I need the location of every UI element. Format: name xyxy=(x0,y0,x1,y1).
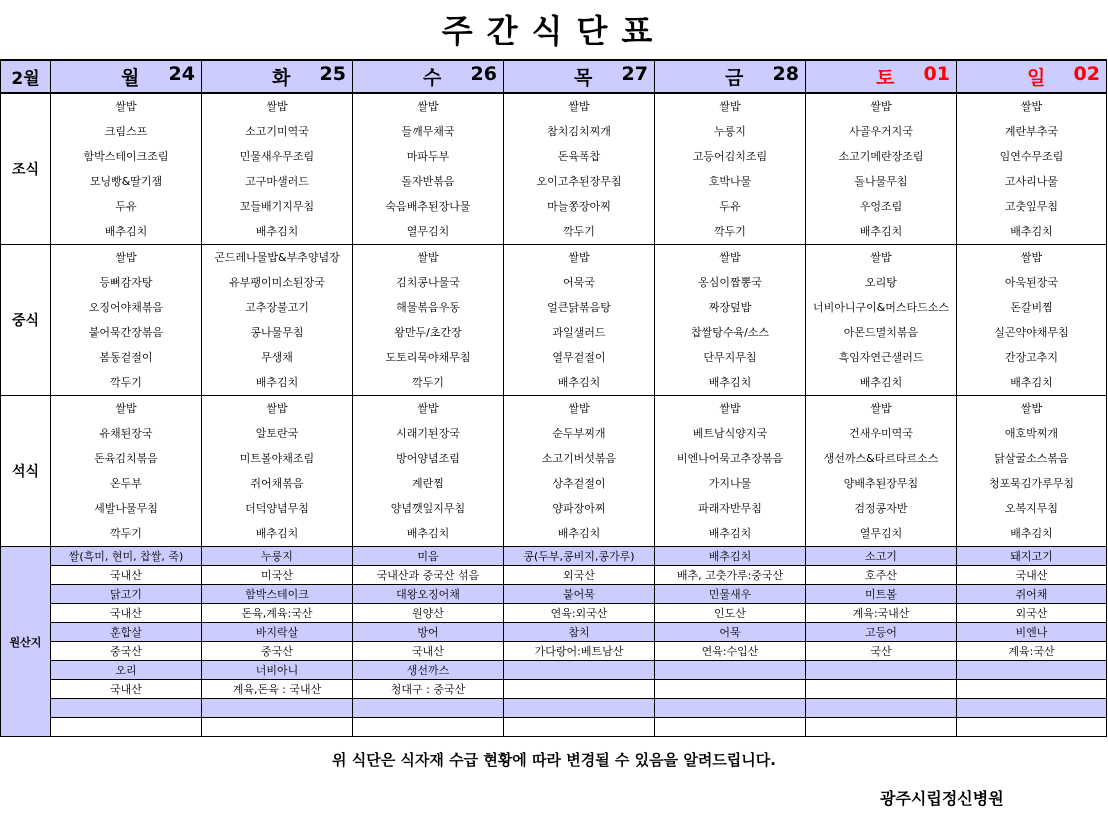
menu-item: 유채된장국 xyxy=(99,427,153,440)
origin-cell: 중국산 xyxy=(202,642,353,661)
origin-cell: 함박스테이크 xyxy=(202,585,353,604)
menu-item: 옹심이짬뽕국 xyxy=(698,276,762,289)
menu-item: 더덕양념무침 xyxy=(245,502,309,515)
origin-cell: 계육:국산 xyxy=(957,642,1107,661)
menu-item: 과일샐러드 xyxy=(552,326,606,339)
menu-item: 쌀밥 xyxy=(568,251,590,264)
origin-cell xyxy=(353,699,504,718)
menu-item: 실곤약야채무침 xyxy=(994,326,1069,339)
origin-cell: 쥐어채 xyxy=(957,585,1107,604)
origin-cell xyxy=(504,680,655,699)
meal-row xyxy=(1,93,1107,245)
menu-item: 모닝빵&딸기잼 xyxy=(89,175,163,188)
meal-cell xyxy=(51,396,202,547)
menu-item: 깍두기 xyxy=(110,376,142,389)
menu-item: 쌀밥 xyxy=(719,402,741,415)
origin-cell: 외국산 xyxy=(504,566,655,585)
meal-label: 조식 xyxy=(1,93,51,245)
weekly-menu-table xyxy=(0,59,1107,737)
menu-item: 간장고추지 xyxy=(1004,351,1059,364)
menu-item: 배추김치 xyxy=(1010,527,1053,540)
meal-cell xyxy=(51,245,202,396)
day-name: 토 xyxy=(876,67,895,89)
origin-cell: 쌀(흑미, 현미, 찹쌀, 죽) xyxy=(51,547,202,566)
origin-cell: 호주산 xyxy=(806,566,957,585)
menu-item: 고사리나물 xyxy=(1004,175,1059,188)
origin-row xyxy=(1,661,1107,680)
menu-item: 돌자반볶음 xyxy=(401,175,455,188)
day-name: 월 xyxy=(121,67,140,89)
origin-cell: 생선까스 xyxy=(353,661,504,680)
month-cell: 2월 xyxy=(1,60,51,93)
meal-label: 중식 xyxy=(1,245,51,396)
menu-item: 숙음배추된장나물 xyxy=(385,200,471,213)
menu-item: 해물볶음우동 xyxy=(396,301,460,314)
origin-cell: 가다랑어:베트남산 xyxy=(504,642,655,661)
menu-item: 꼬들배기지무침 xyxy=(239,200,315,213)
menu-item: 쌀밥 xyxy=(266,402,288,415)
origin-cell: 돼지고기 xyxy=(957,547,1107,566)
menu-item: 콩나물무침 xyxy=(250,326,304,339)
menu-item: 쌀밥 xyxy=(870,251,892,264)
menu-item: 가지나물 xyxy=(708,477,752,490)
meal-cell xyxy=(353,93,504,245)
menu-item: 배추김치 xyxy=(859,225,903,238)
meal-cell xyxy=(655,396,806,547)
menu-item: 닭살굴소스볶음 xyxy=(994,452,1069,465)
menu-item: 쌀밥 xyxy=(417,100,439,113)
origin-cell: 대왕오징어채 xyxy=(353,585,504,604)
origin-cell xyxy=(353,718,504,737)
menu-item: 상추겉절이 xyxy=(552,477,606,490)
origin-cell xyxy=(957,680,1107,699)
origin-row xyxy=(1,585,1107,604)
menu-item: 배추김치 xyxy=(255,376,299,389)
menu-item: 비엔나어묵고추장볶음 xyxy=(676,452,784,465)
menu-item: 고구마샐러드 xyxy=(245,175,309,188)
origin-cell: 연육:외국산 xyxy=(504,604,655,623)
origin-cell xyxy=(806,718,957,737)
day-date: 28 xyxy=(772,63,799,85)
menu-item: 등뼈감자탕 xyxy=(99,276,153,289)
menu-item: 고춧잎무침 xyxy=(1004,200,1059,213)
menu-item: 배추김치 xyxy=(557,527,601,540)
page-title: 주간식단표 xyxy=(441,12,667,50)
menu-item: 배추김치 xyxy=(104,225,148,238)
menu-item: 돈육김치볶음 xyxy=(94,452,158,465)
menu-item: 양념깻잎지무침 xyxy=(390,502,466,515)
origin-cell: 국내산 xyxy=(51,680,202,699)
menu-item: 사골우거지국 xyxy=(849,125,913,138)
origin-cell xyxy=(806,699,957,718)
menu-item: 봄동겉절이 xyxy=(99,351,153,364)
menu-item: 건새우미역국 xyxy=(849,427,913,440)
menu-item: 청포묵김가루무침 xyxy=(988,477,1074,490)
menu-item: 검정콩자반 xyxy=(854,502,908,515)
menu-item: 파래자반무침 xyxy=(698,502,762,515)
menu-item: 도토리묵야채무침 xyxy=(385,351,471,364)
day-date: 24 xyxy=(168,63,195,85)
day-date: 25 xyxy=(319,63,346,85)
menu-item: 쌀밥 xyxy=(719,251,741,264)
origin-cell: 돈육,계육:국산 xyxy=(202,604,353,623)
origin-cell xyxy=(957,699,1107,718)
menu-item: 쌀밥 xyxy=(417,402,439,415)
menu-item: 흑임자연근샐러드 xyxy=(838,351,924,364)
origin-cell xyxy=(655,699,806,718)
origin-cell xyxy=(806,680,957,699)
meal-cell xyxy=(51,93,202,245)
menu-item: 열무김치 xyxy=(859,527,903,540)
origin-cell: 국내산 xyxy=(353,642,504,661)
origin-cell: 국내산 xyxy=(957,566,1107,585)
menu-item: 배추김치 xyxy=(1010,225,1053,238)
menu-item: 단무지무침 xyxy=(703,351,757,364)
day-header-4 xyxy=(655,60,806,93)
menu-item: 크림스프 xyxy=(104,125,148,138)
menu-item: 오리탕 xyxy=(865,276,897,289)
origin-row xyxy=(1,680,1107,699)
menu-item: 미트볼야채조림 xyxy=(239,452,315,465)
origin-row xyxy=(1,623,1107,642)
day-header-6 xyxy=(957,60,1107,93)
origin-row xyxy=(1,642,1107,661)
menu-item: 오복지무침 xyxy=(1004,502,1059,515)
menu-item: 어묵국 xyxy=(563,276,595,289)
meal-cell xyxy=(806,245,957,396)
day-name: 일 xyxy=(1027,67,1046,89)
day-header-3 xyxy=(504,60,655,93)
menu-item: 깍두기 xyxy=(714,225,746,238)
meal-cell xyxy=(202,396,353,547)
origin-cell: 닭고기 xyxy=(51,585,202,604)
origin-cell xyxy=(957,661,1107,680)
menu-item: 애호박찌개 xyxy=(1004,427,1059,440)
origin-cell: 오리 xyxy=(51,661,202,680)
menu-item: 베트남식양지국 xyxy=(692,427,768,440)
origin-cell: 비엔나 xyxy=(957,623,1107,642)
menu-item: 소고기버섯볶음 xyxy=(541,452,617,465)
origin-cell: 국내산과 중국산 섞음 xyxy=(353,566,504,585)
menu-item: 왕만두/초간장 xyxy=(394,326,462,339)
meal-cell xyxy=(353,396,504,547)
origin-cell: 누룽지 xyxy=(202,547,353,566)
menu-item: 돌나물무침 xyxy=(854,175,908,188)
menu-item: 쌀밥 xyxy=(417,251,439,264)
menu-item: 쌀밥 xyxy=(870,402,892,415)
origin-cell: 미음 xyxy=(353,547,504,566)
menu-item: 양파장아찌 xyxy=(552,502,606,515)
menu-item: 계란찜 xyxy=(412,477,444,490)
origin-cell: 민물새우 xyxy=(655,585,806,604)
menu-item: 시래기된장국 xyxy=(396,427,460,440)
origin-cell xyxy=(655,680,806,699)
menu-item: 두유 xyxy=(719,200,741,213)
origin-cell: 고등어 xyxy=(806,623,957,642)
menu-item: 배추김치 xyxy=(406,527,450,540)
day-date: 01 xyxy=(923,63,950,85)
origin-cell xyxy=(655,661,806,680)
meal-cell xyxy=(202,93,353,245)
menu-item: 쌀밥 xyxy=(266,100,288,113)
meal-cell xyxy=(202,245,353,396)
menu-item: 아몬드멸치볶음 xyxy=(843,326,919,339)
menu-item: 쌀밥 xyxy=(1020,251,1043,264)
menu-item: 배추김치 xyxy=(1010,376,1053,389)
origin-cell xyxy=(806,661,957,680)
origin-cell: 미트볼 xyxy=(806,585,957,604)
menu-item: 김치콩나물국 xyxy=(396,276,460,289)
menu-item: 쥐어채볶음 xyxy=(250,477,304,490)
day-header-1 xyxy=(202,60,353,93)
origin-row xyxy=(1,547,1107,566)
menu-item: 양배추된장무침 xyxy=(843,477,919,490)
origin-cell: 배추김치 xyxy=(655,547,806,566)
menu-item: 온두부 xyxy=(110,477,142,490)
origin-cell: 계육:국내산 xyxy=(806,604,957,623)
day-name: 화 xyxy=(272,67,291,89)
origin-cell: 계육,돈육 : 국내산 xyxy=(202,680,353,699)
day-name: 수 xyxy=(423,67,442,89)
meal-cell xyxy=(655,93,806,245)
menu-item: 깍두기 xyxy=(110,527,142,540)
meal-cell xyxy=(655,245,806,396)
menu-item: 민물새우무조림 xyxy=(239,150,315,163)
origin-cell: 국산 xyxy=(806,642,957,661)
menu-item: 배추김치 xyxy=(708,527,752,540)
menu-item: 호박나물 xyxy=(708,175,752,188)
menu-item: 쌀밥 xyxy=(1020,402,1043,415)
menu-item: 쌀밥 xyxy=(1020,100,1043,113)
menu-item: 얼큰닭볶음탕 xyxy=(547,301,611,314)
origin-cell: 방어 xyxy=(353,623,504,642)
change-notice: 위 식단은 식자재 수급 현황에 따라 변경될 수 있음을 알려드립니다. xyxy=(332,751,776,769)
origin-cell: 붙어묵 xyxy=(504,585,655,604)
meal-cell xyxy=(504,245,655,396)
meal-cell xyxy=(957,93,1107,245)
menu-item: 순두부찌개 xyxy=(552,427,606,440)
meal-cell xyxy=(806,396,957,547)
origin-row xyxy=(1,699,1107,718)
day-header-2 xyxy=(353,60,504,93)
origin-cell xyxy=(504,661,655,680)
day-header-0 xyxy=(51,60,202,93)
menu-item: 고등어김치조림 xyxy=(692,150,768,163)
day-name: 목 xyxy=(574,67,593,89)
menu-item: 붙어묵간장볶음 xyxy=(88,326,164,339)
menu-item: 짜장덮밥 xyxy=(708,301,752,314)
origin-cell xyxy=(51,718,202,737)
menu-item: 쌀밥 xyxy=(115,251,137,264)
menu-item: 깍두기 xyxy=(412,376,444,389)
origin-cell: 연육:수입산 xyxy=(655,642,806,661)
menu-item: 계란부추국 xyxy=(1004,125,1059,138)
header-row xyxy=(1,60,1107,93)
origin-cell xyxy=(957,718,1107,737)
menu-item: 참치김치찌개 xyxy=(547,125,611,138)
menu-item: 생선까스&타르타르소스 xyxy=(823,452,939,465)
origin-cell: 어묵 xyxy=(655,623,806,642)
menu-item: 함박스테이크조림 xyxy=(83,150,169,163)
origin-cell: 콩(두부,콩비지,콩가루) xyxy=(504,547,655,566)
menu-item: 마늘쫑장아찌 xyxy=(547,200,611,213)
menu-item: 열무김치 xyxy=(406,225,450,238)
origin-cell: 훈합살 xyxy=(51,623,202,642)
origin-cell: 소고기 xyxy=(806,547,957,566)
menu-item: 누룽지 xyxy=(714,125,746,138)
meal-cell xyxy=(957,245,1107,396)
meal-row xyxy=(1,245,1107,396)
meal-cell xyxy=(504,396,655,547)
hospital-name: 광주시립정신병원 xyxy=(880,789,1004,808)
menu-item: 세발나물무침 xyxy=(94,502,158,515)
menu-item: 알토란국 xyxy=(255,427,299,440)
origin-cell xyxy=(202,699,353,718)
menu-item: 임연수무조림 xyxy=(999,150,1064,163)
origin-cell: 배추, 고춧가루:중국산 xyxy=(655,566,806,585)
menu-item: 배추김치 xyxy=(255,527,299,540)
origin-row xyxy=(1,604,1107,623)
menu-item: 유부팽이미소된장국 xyxy=(229,276,325,289)
origin-cell: 미국산 xyxy=(202,566,353,585)
meal-row xyxy=(1,396,1107,547)
menu-item: 열무겉절이 xyxy=(552,351,606,364)
menu-item: 소고기메란장조림 xyxy=(838,150,924,163)
origin-row xyxy=(1,718,1107,737)
menu-item: 쌀밥 xyxy=(719,100,741,113)
origin-cell xyxy=(504,718,655,737)
menu-item: 배추김치 xyxy=(859,376,903,389)
menu-item: 너비아니구이&머스타드소스 xyxy=(812,301,950,314)
origin-cell: 인도산 xyxy=(655,604,806,623)
menu-item: 찹쌀탕수육/소스 xyxy=(690,326,770,339)
meal-label: 석식 xyxy=(1,396,51,547)
origin-cell: 너비아니 xyxy=(202,661,353,680)
menu-item: 돈육폭찹 xyxy=(557,150,601,163)
origin-cell xyxy=(202,718,353,737)
origin-cell xyxy=(655,718,806,737)
origin-cell: 국내산 xyxy=(51,566,202,585)
day-date: 27 xyxy=(621,63,648,85)
origin-cell: 국내산 xyxy=(51,604,202,623)
menu-item: 배추김치 xyxy=(255,225,299,238)
meal-cell xyxy=(504,93,655,245)
menu-item: 쌀밥 xyxy=(115,100,137,113)
day-name: 금 xyxy=(725,67,744,89)
menu-item: 오징어야채볶음 xyxy=(88,301,164,314)
meal-cell xyxy=(806,93,957,245)
origin-cell xyxy=(51,699,202,718)
day-header-5 xyxy=(806,60,957,93)
origin-cell xyxy=(504,699,655,718)
menu-item: 아욱된장국 xyxy=(1004,276,1059,289)
menu-item: 쌀밥 xyxy=(115,402,137,415)
menu-item: 배추김치 xyxy=(708,376,752,389)
origin-cell: 참치 xyxy=(504,623,655,642)
menu-item: 쌀밥 xyxy=(870,100,892,113)
menu-item: 곤드레나물밥&부추양념장 xyxy=(214,251,340,264)
origin-cell: 원양산 xyxy=(353,604,504,623)
meal-cell xyxy=(957,396,1107,547)
day-date: 02 xyxy=(1073,63,1100,85)
meal-cell xyxy=(353,245,504,396)
menu-item: 배추김치 xyxy=(557,376,601,389)
menu-item: 깍두기 xyxy=(563,225,595,238)
menu-item: 오이고추된장무침 xyxy=(536,175,622,188)
menu-item: 들깨무채국 xyxy=(401,125,455,138)
menu-item: 소고기미역국 xyxy=(245,125,309,138)
menu-item: 마파두부 xyxy=(406,150,450,163)
menu-item: 쌀밥 xyxy=(568,402,590,415)
origin-cell: 바지락살 xyxy=(202,623,353,642)
menu-item: 두유 xyxy=(115,200,137,213)
menu-item: 쌀밥 xyxy=(568,100,590,113)
menu-item: 무생채 xyxy=(261,351,293,364)
menu-item: 고추장불고기 xyxy=(245,301,309,314)
menu-item: 우엉조림 xyxy=(859,200,903,213)
origin-label: 원산지 xyxy=(1,547,51,737)
day-date: 26 xyxy=(470,63,497,85)
menu-item: 방어양념조림 xyxy=(396,452,460,465)
origin-cell: 중국산 xyxy=(51,642,202,661)
menu-item: 돈갈비찜 xyxy=(1010,301,1053,314)
origin-cell: 외국산 xyxy=(957,604,1107,623)
origin-cell: 청대구 : 중국산 xyxy=(353,680,504,699)
origin-row xyxy=(1,566,1107,585)
